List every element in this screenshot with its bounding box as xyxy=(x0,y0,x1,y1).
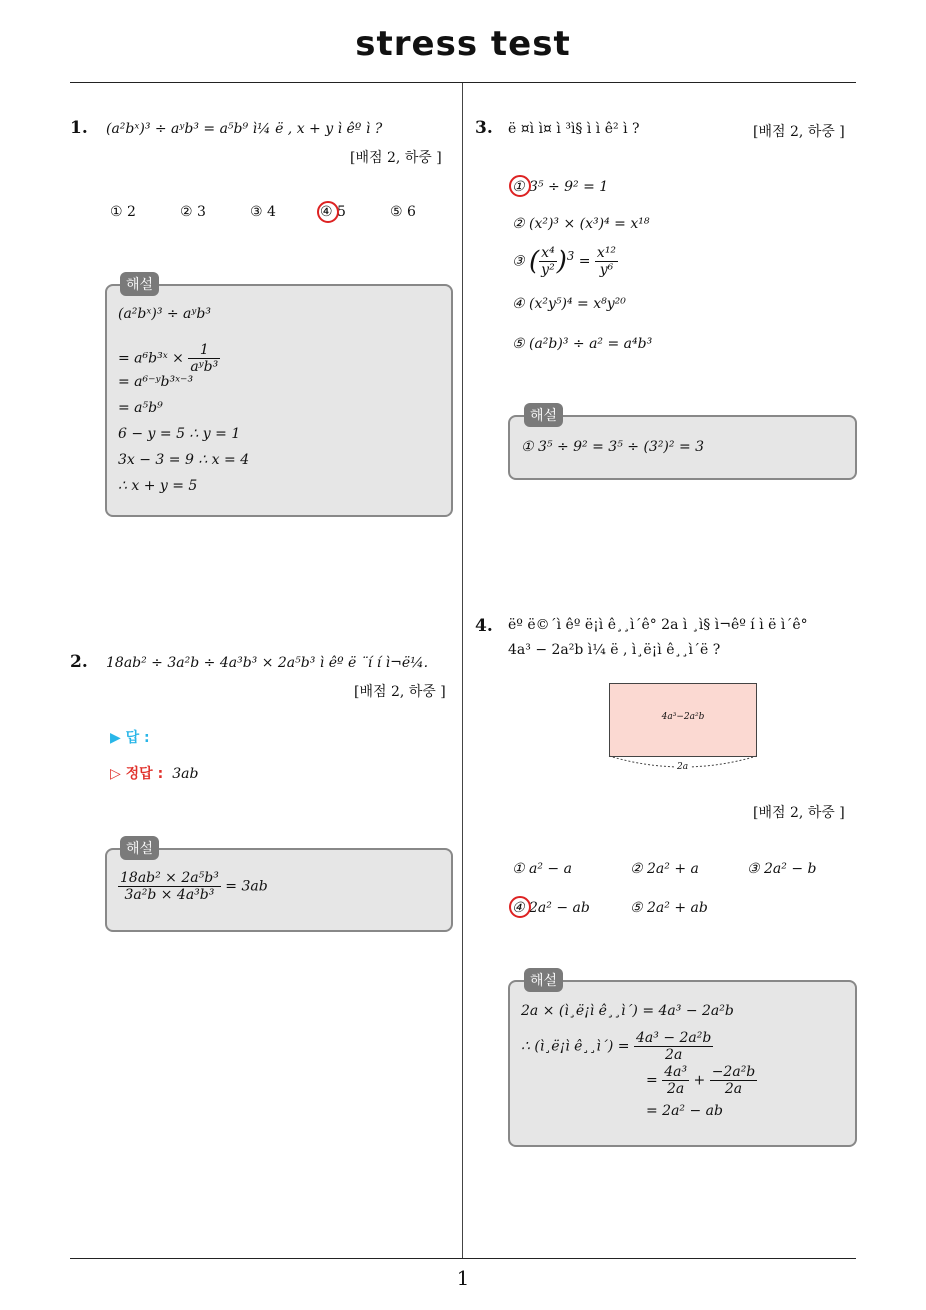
q2-sol-line: $\frac{\text{18ab² × 2a⁵b³}}{\text{3a²b × 4a³b³}}$ = 3ab xyxy=(120,870,268,903)
q4-rectangle-figure xyxy=(609,683,757,757)
q4-option-5[interactable]: ⑤ 2a² + ab xyxy=(630,900,708,916)
q1-selected-circle xyxy=(317,201,339,223)
q4-text-line-2: 4a³ − 2a²b ì¼ ë , ì¸ë¡ì ê¸¸ì´ë ? xyxy=(508,642,721,658)
q4-sol-line-4: = 2a² − ab xyxy=(646,1103,723,1119)
q2-score: [배점 2, 하중 ] xyxy=(354,684,446,700)
q3-option-3[interactable]: ③ ( $\frac{\text{x⁴}}{\text{y²}}$ )$^3$ = $\frac{\text{x¹²}}{\text{y⁶}}$ xyxy=(512,245,617,278)
q4-option-1[interactable]: ① a² − a xyxy=(512,861,572,877)
page-number: 1 xyxy=(456,1266,470,1290)
q1-sol-line-4: = a⁵b⁹ xyxy=(118,400,163,416)
q3-option-5[interactable]: ⑤ (a²b)³ ÷ a² = a⁴b³ xyxy=(512,336,653,352)
top-rule xyxy=(70,82,856,83)
q4-score: [배점 2, 하중 ] xyxy=(753,805,845,821)
q1-option-4[interactable]: ④ 5 xyxy=(320,204,346,220)
q4-sol-line-2: ∴ (ì¸ë¡ì ê¸¸ì´) = $\frac{\text{4a³ − 2a²b}}{2a}$ xyxy=(521,1030,712,1063)
q2-text: 18ab² ÷ 3a²b ÷ 4a³b³ × 2a⁵b³ ì êº ë ¨í í ì¬ë¼. xyxy=(106,655,429,671)
q4-option-3[interactable]: ③ 2a² − b xyxy=(747,861,817,877)
q1-sol-line-5: 6 − y = 5 ∴ y = 1 xyxy=(118,426,241,442)
q3-option-4[interactable]: ④ (x²y⁵)⁴ = x⁸y²⁰ xyxy=(512,296,626,312)
q1-sol-line-6: 3x − 3 = 9 ∴ x = 4 xyxy=(118,452,250,468)
q1-score: [배점 2, 하중 ] xyxy=(350,150,442,166)
q4-solution-tag: 해설 xyxy=(524,968,563,992)
q1-sol-line-2: = a⁶b³ˣ × $\frac{1}{\text{aʸb³}}$ xyxy=(118,342,219,375)
q1-option-5[interactable]: ⑤ 6 xyxy=(390,204,416,220)
q1-sol-line-1: (a²bˣ)³ ÷ aʸb³ xyxy=(118,306,211,322)
q3-sol-line: ① 3⁵ ÷ 9² = 3⁵ ÷ (3²)² = 3 xyxy=(521,439,705,455)
q4-sol-line-3: = $\frac{\text{4a³}}{2a}$ + $\frac{\text{−2a²b}}{2a}$ xyxy=(646,1064,756,1097)
q4-rect-label: 4a³−2a²b xyxy=(661,712,705,722)
q4-text-line-1: ëº ë©´ì êº ë¡ì ê¸¸ì´ê° 2a ì ¸ì§ ì¬êº í ì ë ì´ê° xyxy=(508,617,808,633)
q1-option-1[interactable]: ① 2 xyxy=(110,204,136,220)
q3-score: [배점 2, 하중 ] xyxy=(753,124,845,140)
q1-sol-line-3: = a⁶⁻ʸb³ˣ⁻³ xyxy=(118,374,194,390)
q1-option-3[interactable]: ③ 4 xyxy=(250,204,276,220)
q3-selected-circle xyxy=(509,175,531,197)
q1-text: (a²bˣ)³ ÷ aʸb³ = a⁵b⁹ ì¼ ë , x + y ì êº ì ? xyxy=(106,121,383,137)
q2-answer-label: ▶ 답 : xyxy=(110,730,150,746)
q2-correct-answer: ▷ 정답 : 3ab xyxy=(110,766,199,782)
page-title: stress test xyxy=(355,24,571,64)
q4-selected-circle xyxy=(509,896,531,918)
q1-number: 1. xyxy=(70,118,88,138)
q3-option-2[interactable]: ② (x²)³ × (x³)⁴ = x¹⁸ xyxy=(512,216,650,232)
column-divider xyxy=(462,83,463,1259)
q2-solution-tag: 해설 xyxy=(120,836,159,860)
q3-solution-tag: 해설 xyxy=(524,403,563,427)
q3-option-1[interactable]: ① 3⁵ ÷ 9² = 1 xyxy=(512,179,609,195)
q4-option-4[interactable]: ④ 2a² − ab xyxy=(512,900,590,916)
q1-option-2[interactable]: ② 3 xyxy=(180,204,206,220)
q1-solution-tag: 해설 xyxy=(120,272,159,296)
q3-text: ë ¤ì ì¤ ì ³ì§ ì ì ê² ì ? xyxy=(508,121,640,137)
q4-number: 4. xyxy=(475,616,493,636)
q3-number: 3. xyxy=(475,118,493,138)
q1-sol-line-7: ∴ x + y = 5 xyxy=(118,478,198,494)
q2-number: 2. xyxy=(70,652,88,672)
q4-sol-line-1: 2a × (ì¸ë¡ì ê¸¸ì´) = 4a³ − 2a²b xyxy=(521,1003,734,1019)
q4-option-2[interactable]: ② 2a² + a xyxy=(630,861,699,877)
bottom-rule xyxy=(70,1258,856,1259)
q4-base-label: 2a xyxy=(677,762,689,772)
